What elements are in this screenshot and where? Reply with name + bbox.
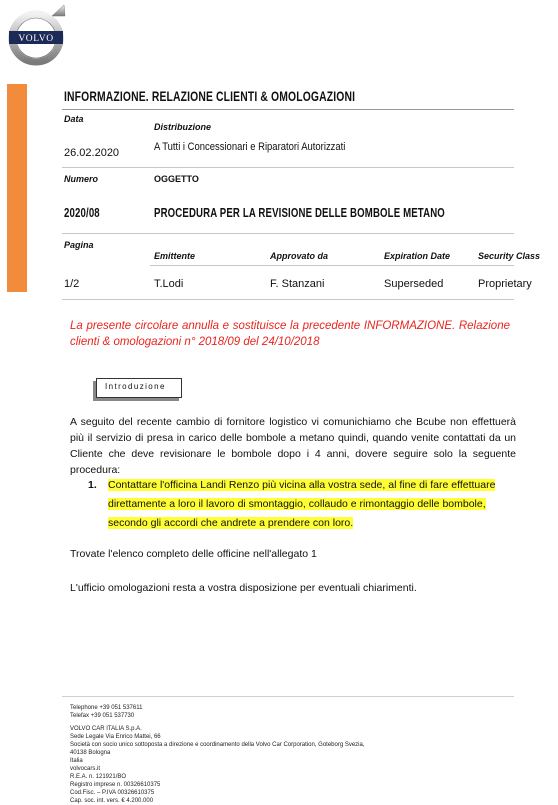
footer-line: Cod.Fisc. – P.IVA 00326610375 <box>70 790 155 796</box>
section-label-box <box>96 378 182 398</box>
volvo-logo <box>4 2 72 68</box>
footer-contacts <box>70 704 142 720</box>
emittente-value: T.Lodi <box>154 278 184 290</box>
footer-divider <box>62 696 514 697</box>
accent-bar <box>7 84 27 292</box>
footer-company <box>70 725 365 805</box>
footer-line: Registro imprese n. 00326610375 <box>70 782 161 788</box>
pagina-label: Pagina <box>64 240 94 250</box>
footer-line: Sede Legale Via Enrico Mattei, 66 <box>70 734 161 740</box>
security-label: Security Class <box>478 251 541 261</box>
footer-line: Cap. soc. int. vers. € 4.200.000 <box>70 798 154 804</box>
footer-line: R.E.A. n. 121921/BO <box>70 774 127 780</box>
security-value: Proprietary <box>478 278 532 290</box>
footer-line: Italia <box>70 758 83 764</box>
oggetto-value: PROCEDURA PER LA REVISIONE DELLE BOMBOLE METANO <box>154 205 445 220</box>
supersede-notice: La presente circolare annulla e sostituisce la precedente INFORMAZIONE. Relazione clienti & omologazioni n° 2018/09 del 24/10/2018 <box>70 320 510 348</box>
distribuzione-label: Distribuzione <box>154 122 212 132</box>
numero-value: 2020/08 <box>64 205 100 220</box>
expiration-value: Superseded <box>384 278 444 290</box>
footer-line: volvocars.it <box>70 766 101 772</box>
doc-title: INFORMAZIONE. RELAZIONE CLIENTI & OMOLOGAZIONI <box>64 88 356 104</box>
footer-line: VOLVO CAR ITALIA S.p.A. <box>70 726 142 732</box>
expiration-label: Expiration Date <box>384 251 451 261</box>
highlighted-text: Contattare l'officina Landi Renzo più vicina alla vostra sede, al fine di fare effettuare direttamente a loro il lavoro di smontaggio, collaudo e rimontaggio delle bombole, secondo gli accordi che andrete a prendere con loro. <box>108 479 496 529</box>
divider <box>62 167 514 168</box>
footer-line: Telefax +39 051 537730 <box>70 713 135 719</box>
logo-wordmark: VOLVO <box>18 34 54 44</box>
pagina-value: 1/2 <box>64 278 80 290</box>
data-value: 26.02.2020 <box>64 147 120 159</box>
numero-label: Numero <box>64 174 99 184</box>
divider <box>62 233 514 234</box>
data-label: Data <box>64 114 84 124</box>
footer-line: 40138 Bologna <box>70 750 111 756</box>
emittente-label: Emittente <box>154 251 196 261</box>
paragraph: L'ufficio omologazioni resta a vostra disposizione per eventuali chiarimenti. <box>70 582 417 594</box>
approvato-value: F. Stanzani <box>270 278 325 290</box>
footer-line: Società con socio unico sottoposta a direzione e coordinamento della Volvo Car Corporation, Goteborg Svezia, <box>70 742 365 748</box>
approvato-label: Approvato da <box>270 251 329 261</box>
divider <box>62 299 514 300</box>
distribuzione-value: A Tutti i Concessionari e Riparatori Autorizzati <box>154 141 346 153</box>
oggetto-label: OGGETTO <box>154 174 199 184</box>
list-number: 1. <box>88 479 97 491</box>
section-label: Introduzione <box>105 382 166 391</box>
paragraph: Trovate l'elenco completo delle officine nell'allegato 1 <box>70 548 317 560</box>
divider <box>150 265 514 266</box>
divider <box>62 109 514 110</box>
footer-line: Telephone +39 051 537611 <box>70 705 143 711</box>
paragraph: A seguito del recente cambio di fornitore logistico vi comunichiamo che Bcube non effettuerà più il servizio di presa in carico delle bombole a metano quindi, quando venite contattati da un Cliente che deve revisionare le bombole dopo i 4 anni, dovere seguire solo la seguente procedura: <box>70 416 516 476</box>
